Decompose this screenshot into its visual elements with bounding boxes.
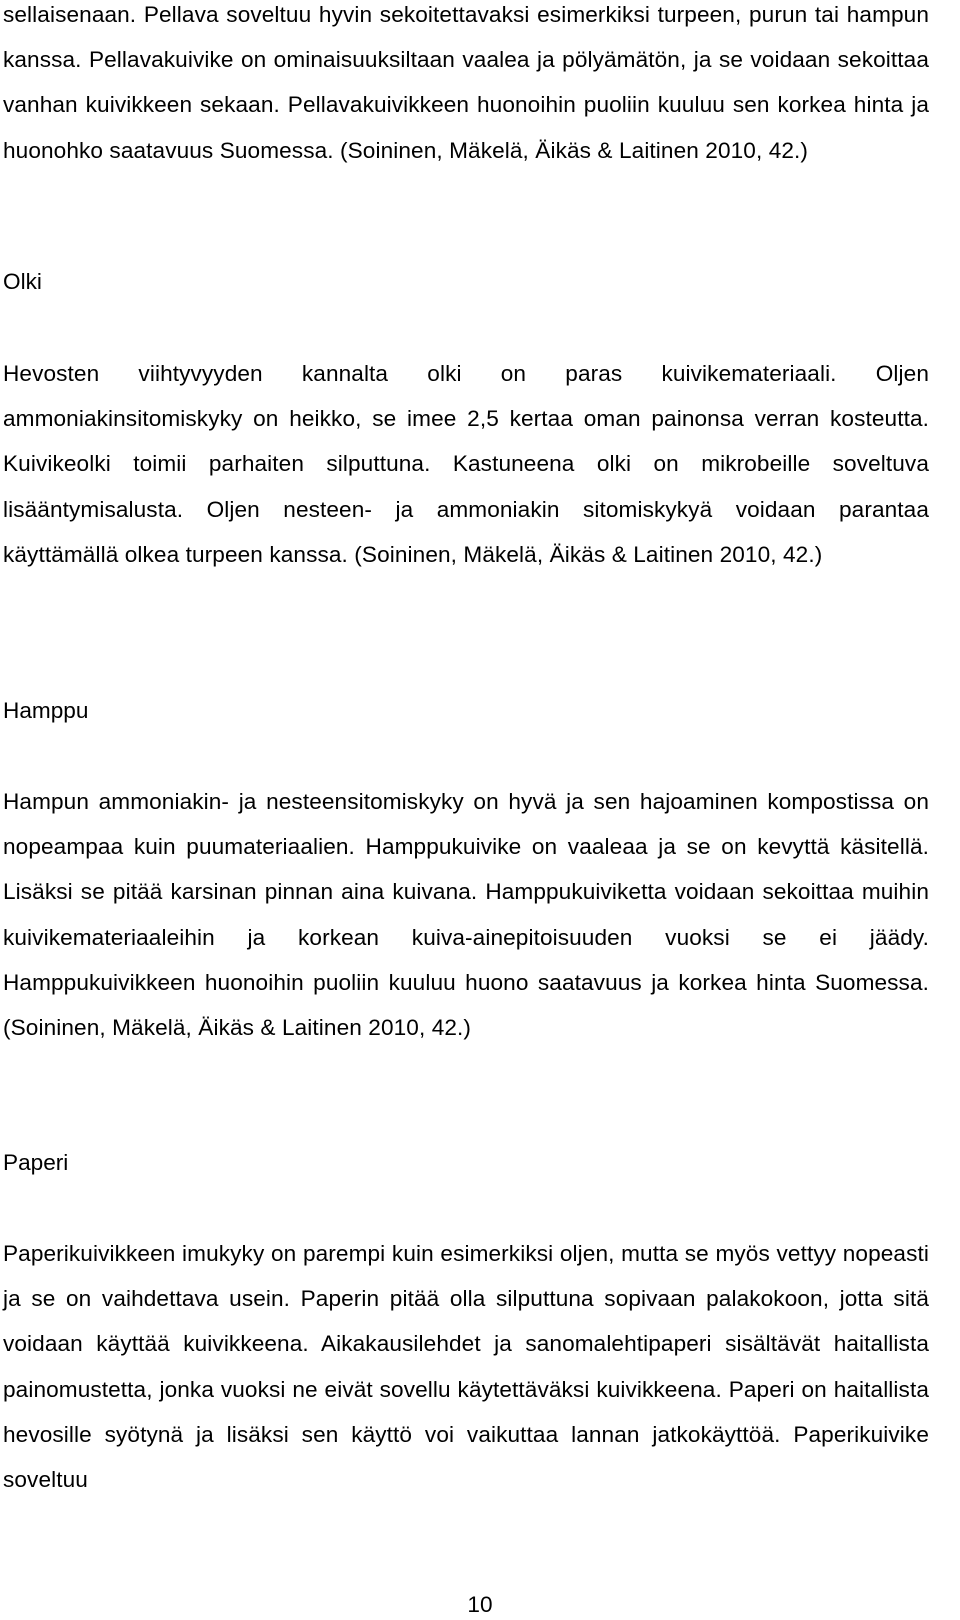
section-heading-olki: Olki — [3, 269, 42, 294]
page-number: 10 — [467, 1592, 493, 1617]
section-paragraph-paperi: Paperikuivikkeen imukyky on parempi kuin esimerkiksi oljen, mutta se myös vettyy nopeasti ja se on vaihdettava usein. Paperin pitää olla silputtuna sopivaan palakokoon, jotta sitä voidaan käyttää kuivikkeena. Aikakausilehdet ja sanomalehtipaperi sisältävät haitallista painomustetta, jonka vuoksi ne eivät sovellu käytettäväksi kuivikkeena. Paperi on haitallista hevosille syötynä ja lisäksi sen käyttö voi vaikuttaa lannan jatkokäyttöä. Paperikuivike soveltuu — [3, 1241, 929, 1493]
section-heading-hamppu: Hamppu — [3, 698, 89, 723]
section-paragraph-olki: Hevosten viihtyvyyden kannalta olki on paras kuivikemateriaali. Oljen ammoniakinsitomiskyky on heikko, se imee 2,5 kertaa oman painonsa verran kosteutta. Kuivikeolki toimii parhaiten silputtuna. Kastuneena olki on mikrobeille soveltuva lisääntymisalusta. Oljen nesteen- ja ammoniakin sitomiskykyä voidaan parantaa käyttämällä olkea turpeen kanssa. (Soininen, Mäkelä, Äikäs & Laitinen 2010, 42.) — [3, 361, 929, 567]
section-paragraph-hamppu: Hampun ammoniakin- ja nesteensitomiskyky on hyvä ja sen hajoaminen kompostissa on nopeampaa kuin puumateriaalien. Hamppukuivike on vaaleaa ja se on kevyttä käsitellä. Lisäksi se pitää karsinan pinnan aina kuivana. Hamppukuiviketta voidaan sekoittaa muihin kuivikemateriaaleihin ja korkean kuiva-ainepitoisuuden vuoksi se ei jäädy. Hamppukuivikkeen huonoihin puoliin kuuluu huono saatavuus ja korkea hinta Suomessa. (Soininen, Mäkelä, Äikäs & Laitinen 2010, 42.) — [3, 789, 929, 1041]
intro-paragraph: sellaisenaan. Pellava soveltuu hyvin sekoitettavaksi esimerkiksi turpeen, purun tai hampun kanssa. Pellavakuivike on ominaisuuksiltaan vaalea ja pölyämätön, ja se voidaan sekoittaa vanhan kuivikkeen sekaan. Pellavakuivikkeen huonoihin puoliin kuuluu sen korkea hinta ja huonohko saatavuus Suomessa. (Soininen, Mäkelä, Äikäs & Laitinen 2010, 42.) — [3, 2, 929, 163]
section-heading-paperi: Paperi — [3, 1150, 69, 1175]
